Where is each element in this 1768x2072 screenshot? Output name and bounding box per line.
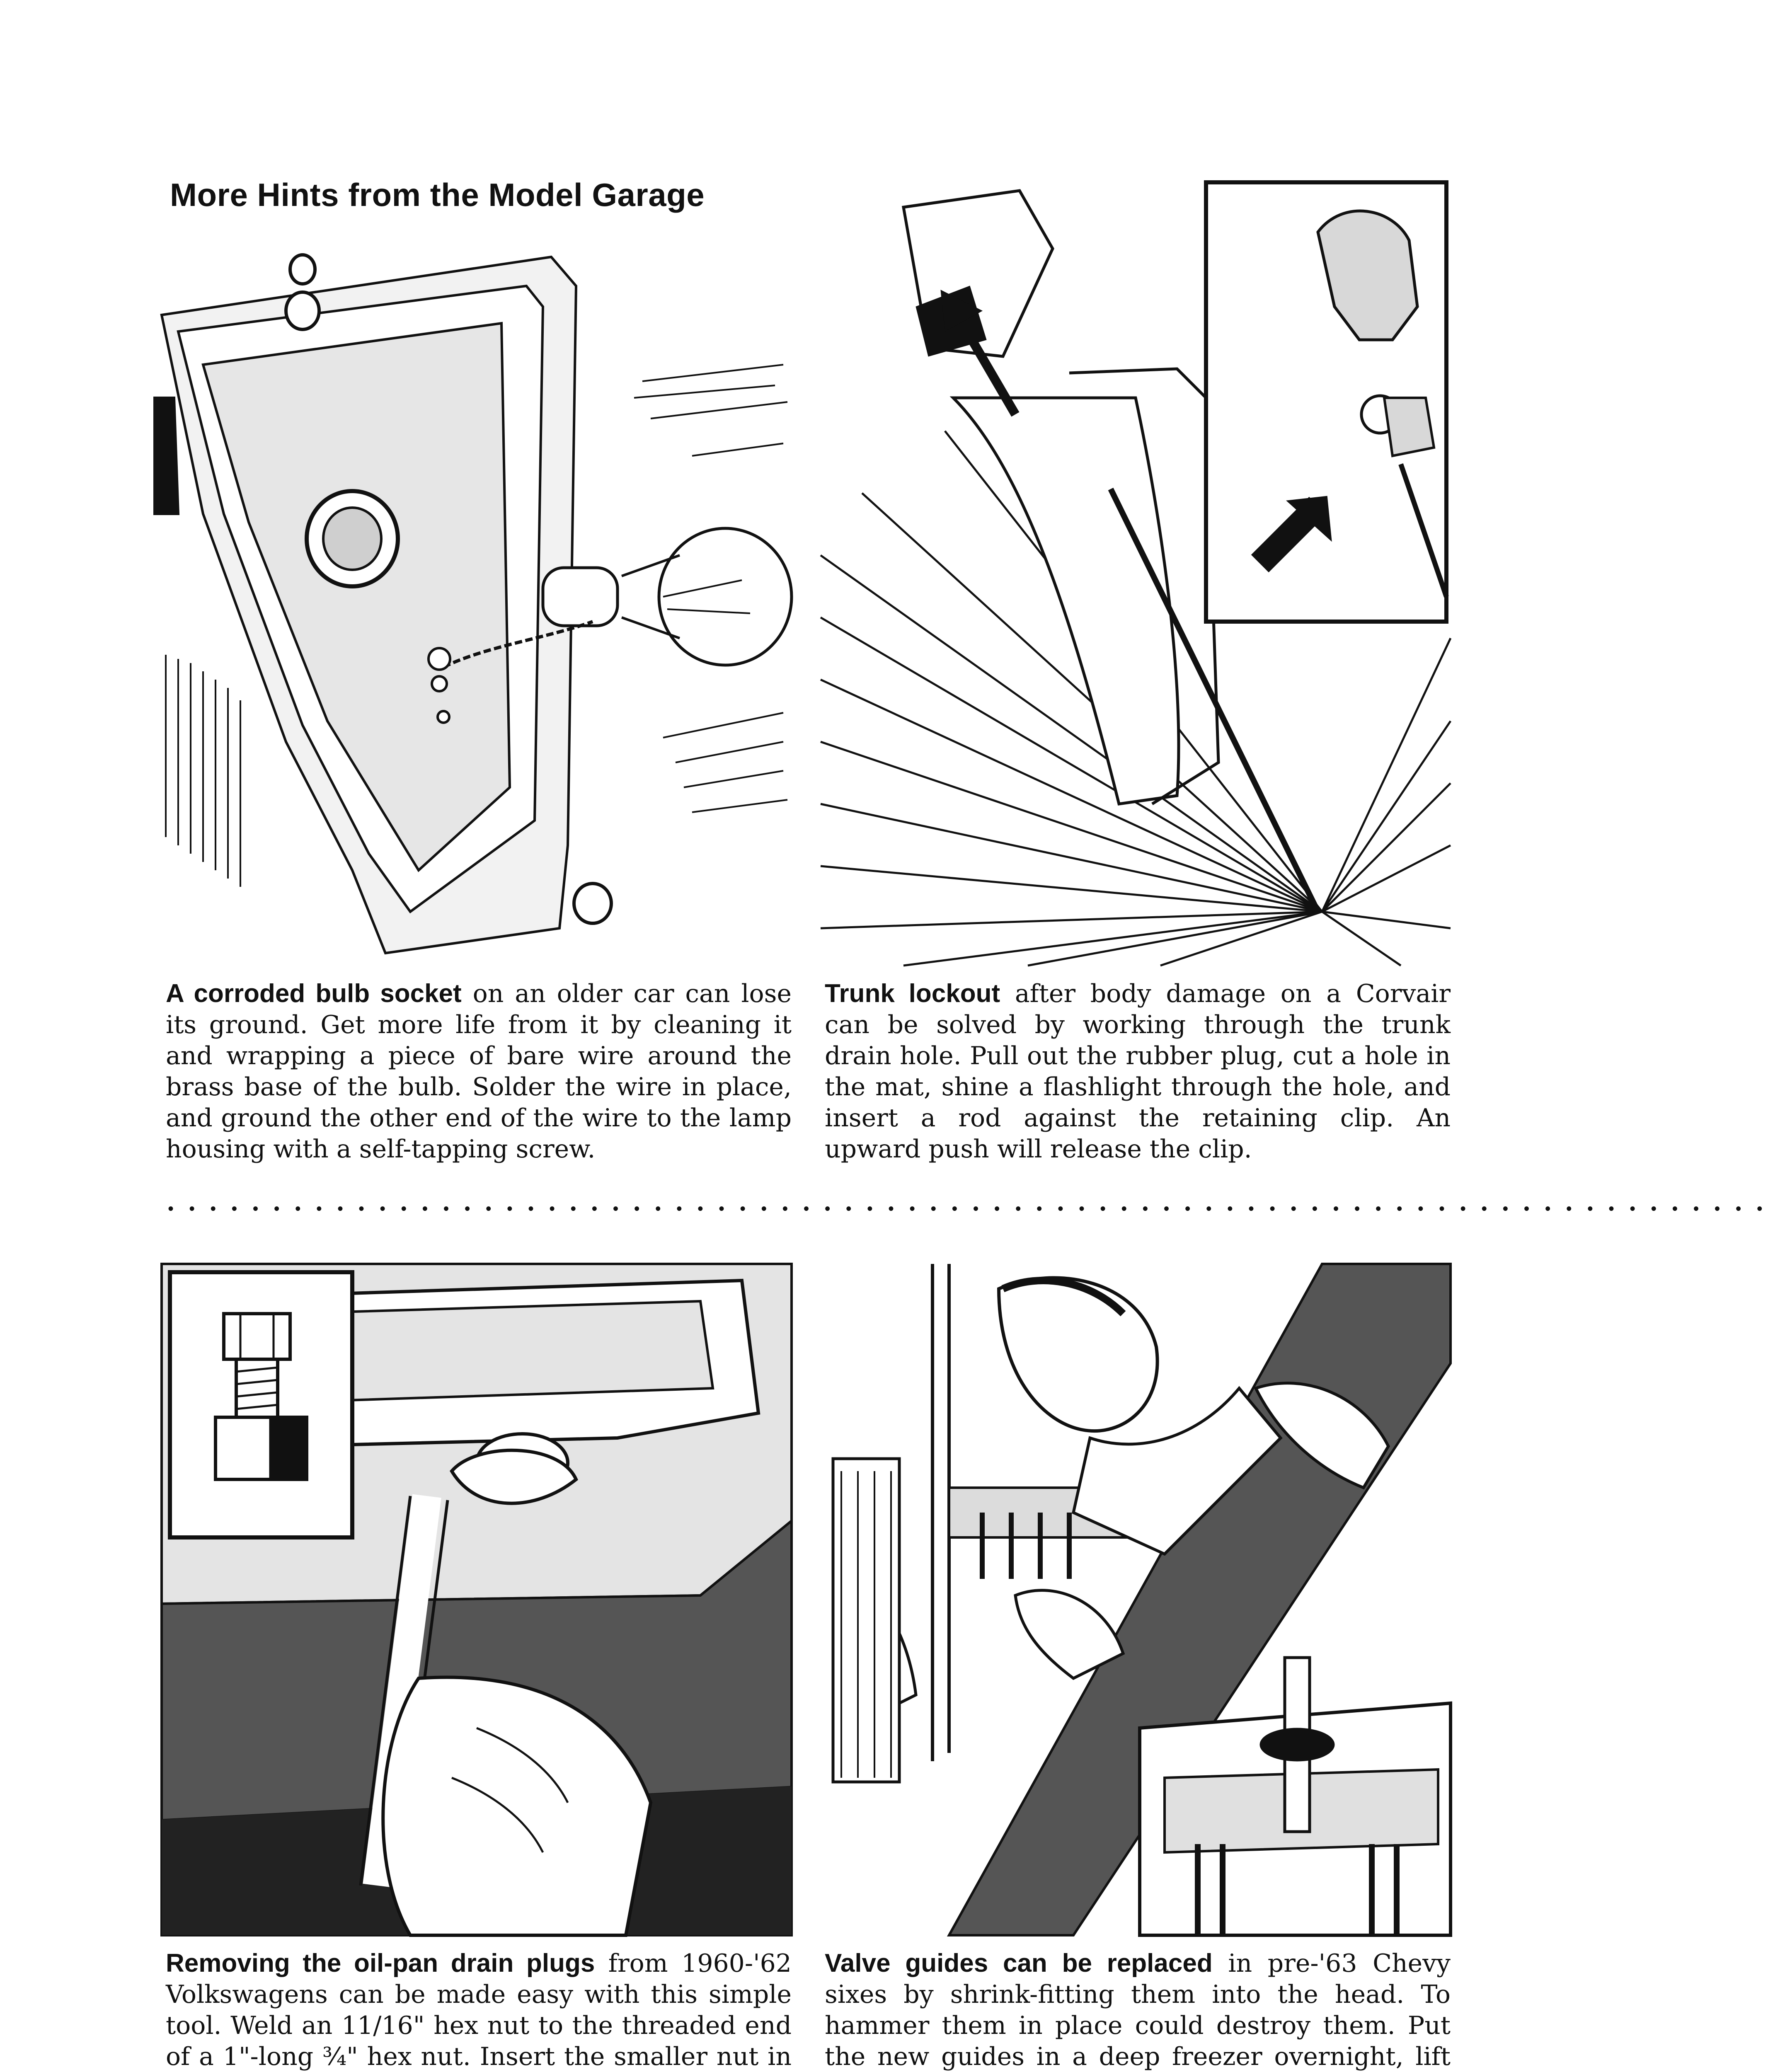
trunk-lockout-illustration [821,182,1451,966]
caption-bulb-socket-body: on an older car can lose its ground. Get more life from it by cleaning it and wrapping a piece of bare wire around the brass base of the bulb. Solder the wire in place, and ground the other end of the wire to the lamp housing with a self-tapping screw. [166,979,792,1164]
oil-pan-drain-plug-illustration [162,1264,792,1935]
valve-guides-illustration [825,1264,1451,1935]
caption-trunk-lockout-lead: Trunk lockout [825,979,1000,1008]
section-heading: More Hints from the Model Garage [170,177,705,213]
caption-valve-guides-body: in pre-'63 Chevy sixes by shrink-fitting them into the head. To hammer them in place could destroy them. Put the new guides in a deep freezer overnight, lift [825,1949,1451,2071]
dotted-divider: • • • • • • • • • • • • • • • • • • • • • • • • • • • • • • • • • • • • • • • • • • • • • • • • • • • • • • • • • • • • • • • • • • • • • • • • • • • • [168,1200,1768,1218]
caption-oil-pan-drain-plugs-lead: Removing the oil-pan drain plugs [166,1949,595,1978]
caption-oil-pan-drain-plugs [166,1948,792,2072]
caption-trunk-lockout [825,978,1451,1165]
caption-valve-guides [825,1948,1451,2072]
caption-oil-pan-drain-plugs-body: from 1960-'62 Volkswagens can be made easy with this simple tool. Weld an 11/16" hex nut to the threaded end of a 1"-long ¾" hex nut. Insert the smaller nut in [166,1949,792,2071]
caption-trunk-lockout-body: after body damage on a Corvair can be solved by working through the trunk drain hole. Pull out the rubber plug, cut a hole in the mat, shine a flashlight through the hole, and insert a rod against the retaining clip. An upward push will release the clip. [825,979,1451,1164]
caption-bulb-socket-lead: A corroded bulb socket [166,979,462,1008]
caption-bulb-socket [166,978,792,1165]
bulb-socket-illustration [153,224,796,966]
caption-valve-guides-lead: Valve guides can be replaced [825,1949,1213,1978]
